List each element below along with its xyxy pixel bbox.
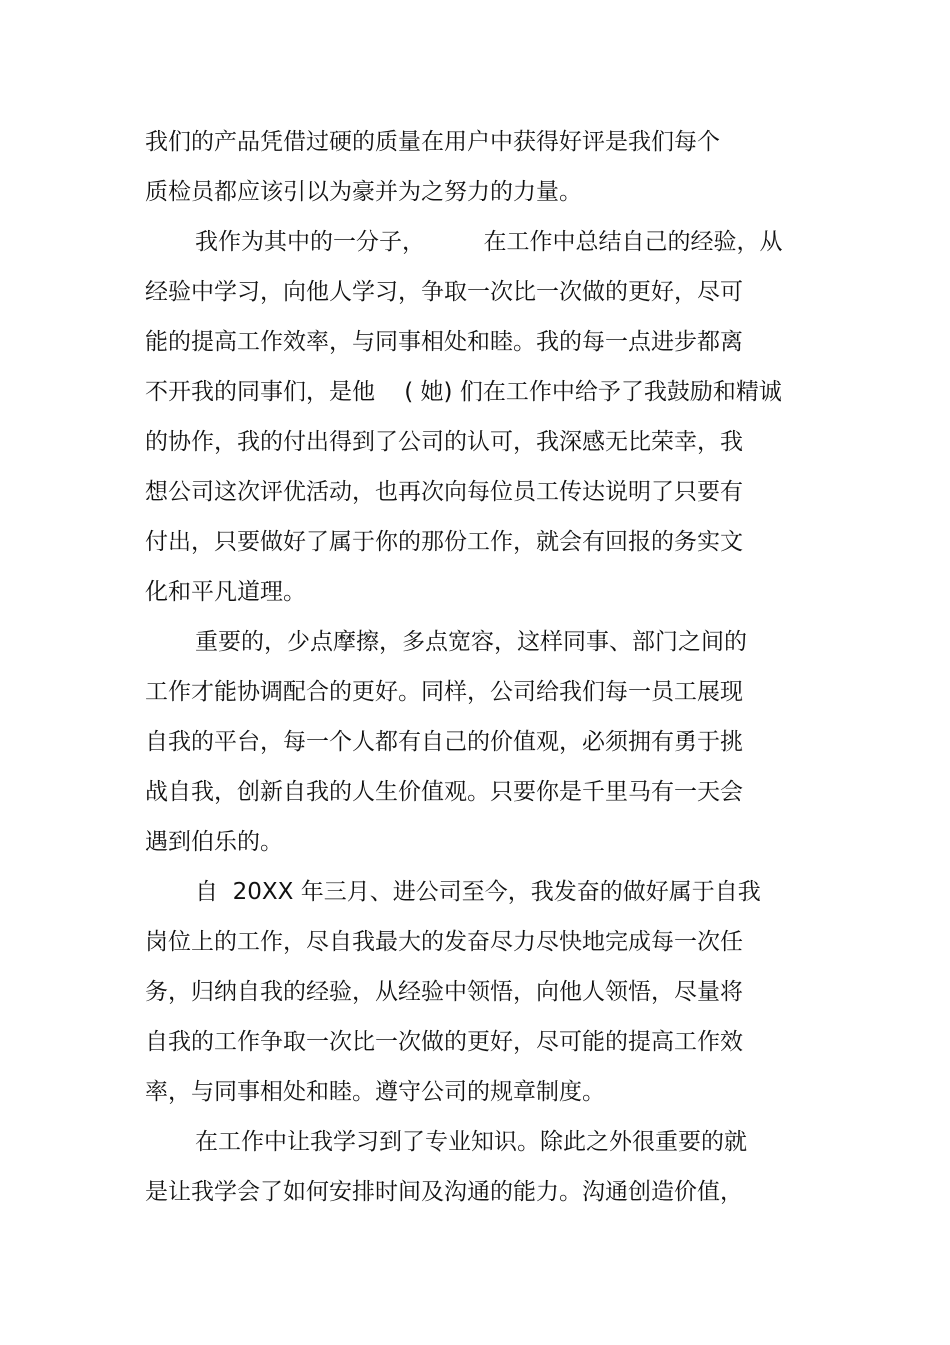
paragraph-first-line: 我作为其中的一分子， 在工作中总结自己的经验，从 — [195, 229, 783, 255]
paragraph-line: 化和平凡道理。 — [145, 579, 306, 605]
paragraph-line: 的协作，我的付出得到了公司的认可，我深感无比荣幸，我 — [145, 429, 743, 455]
paragraph-first-line: 重要的，少点摩擦，多点宽容，这样同事、部门之间的 — [195, 629, 747, 655]
paragraph-line: 务，归纳自我的经验，从经验中领悟，向他人领悟，尽量将 — [145, 979, 743, 1005]
paragraph-line: 战自我，创新自我的人生价值观。只要你是千里马有一天会 — [145, 779, 743, 805]
paragraph-line: 质检员都应该引以为豪并为之努力的力量。 — [145, 179, 582, 205]
paragraph-line: 我们的产品凭借过硬的质量在用户中获得好评是我们每个 — [145, 129, 720, 155]
paragraph-line: 自我的工作争取一次比一次做的更好，尽可能的提高工作效 — [145, 1029, 743, 1055]
paragraph-line: 工作才能协调配合的更好。同样，公司给我们每一员工展现 — [145, 679, 743, 705]
paragraph-line: 经验中学习，向他人学习，争取一次比一次做的更好，尽可 — [145, 279, 743, 305]
paragraph-line: 岗位上的工作，尽自我最大的发奋尽力尽快地完成每一次任 — [145, 929, 743, 955]
paragraph-line: 能的提高工作效率，与同事相处和睦。我的每一点进步都离 — [145, 329, 743, 355]
paragraph-line: 率，与同事相处和睦。遵守公司的规章制度。 — [145, 1079, 605, 1105]
paragraph-first-line: 在工作中让我学习到了专业知识。除此之外很重要的就 — [195, 1129, 747, 1155]
paragraph-line: 付出，只要做好了属于你的那份工作，就会有回报的务实文 — [145, 529, 743, 555]
paragraph-line: 是让我学会了如何安排时间及沟通的能力。沟通创造价值， — [145, 1179, 743, 1205]
paragraph-line: 自我的平台，每一个人都有自己的价值观，必须拥有勇于挑 — [145, 729, 743, 755]
paragraph-first-line: 自 20XX 年三月、进公司至今，我发奋的做好属于自我 — [195, 879, 761, 905]
paragraph-line: 遇到伯乐的。 — [145, 829, 283, 855]
paragraph-line: 想公司这次评优活动，也再次向每位员工传达说明了只要有 — [145, 479, 743, 505]
paragraph-line: 不开我的同事们，是他 ( 她) 们在工作中给予了我鼓励和精诚 — [145, 379, 782, 405]
